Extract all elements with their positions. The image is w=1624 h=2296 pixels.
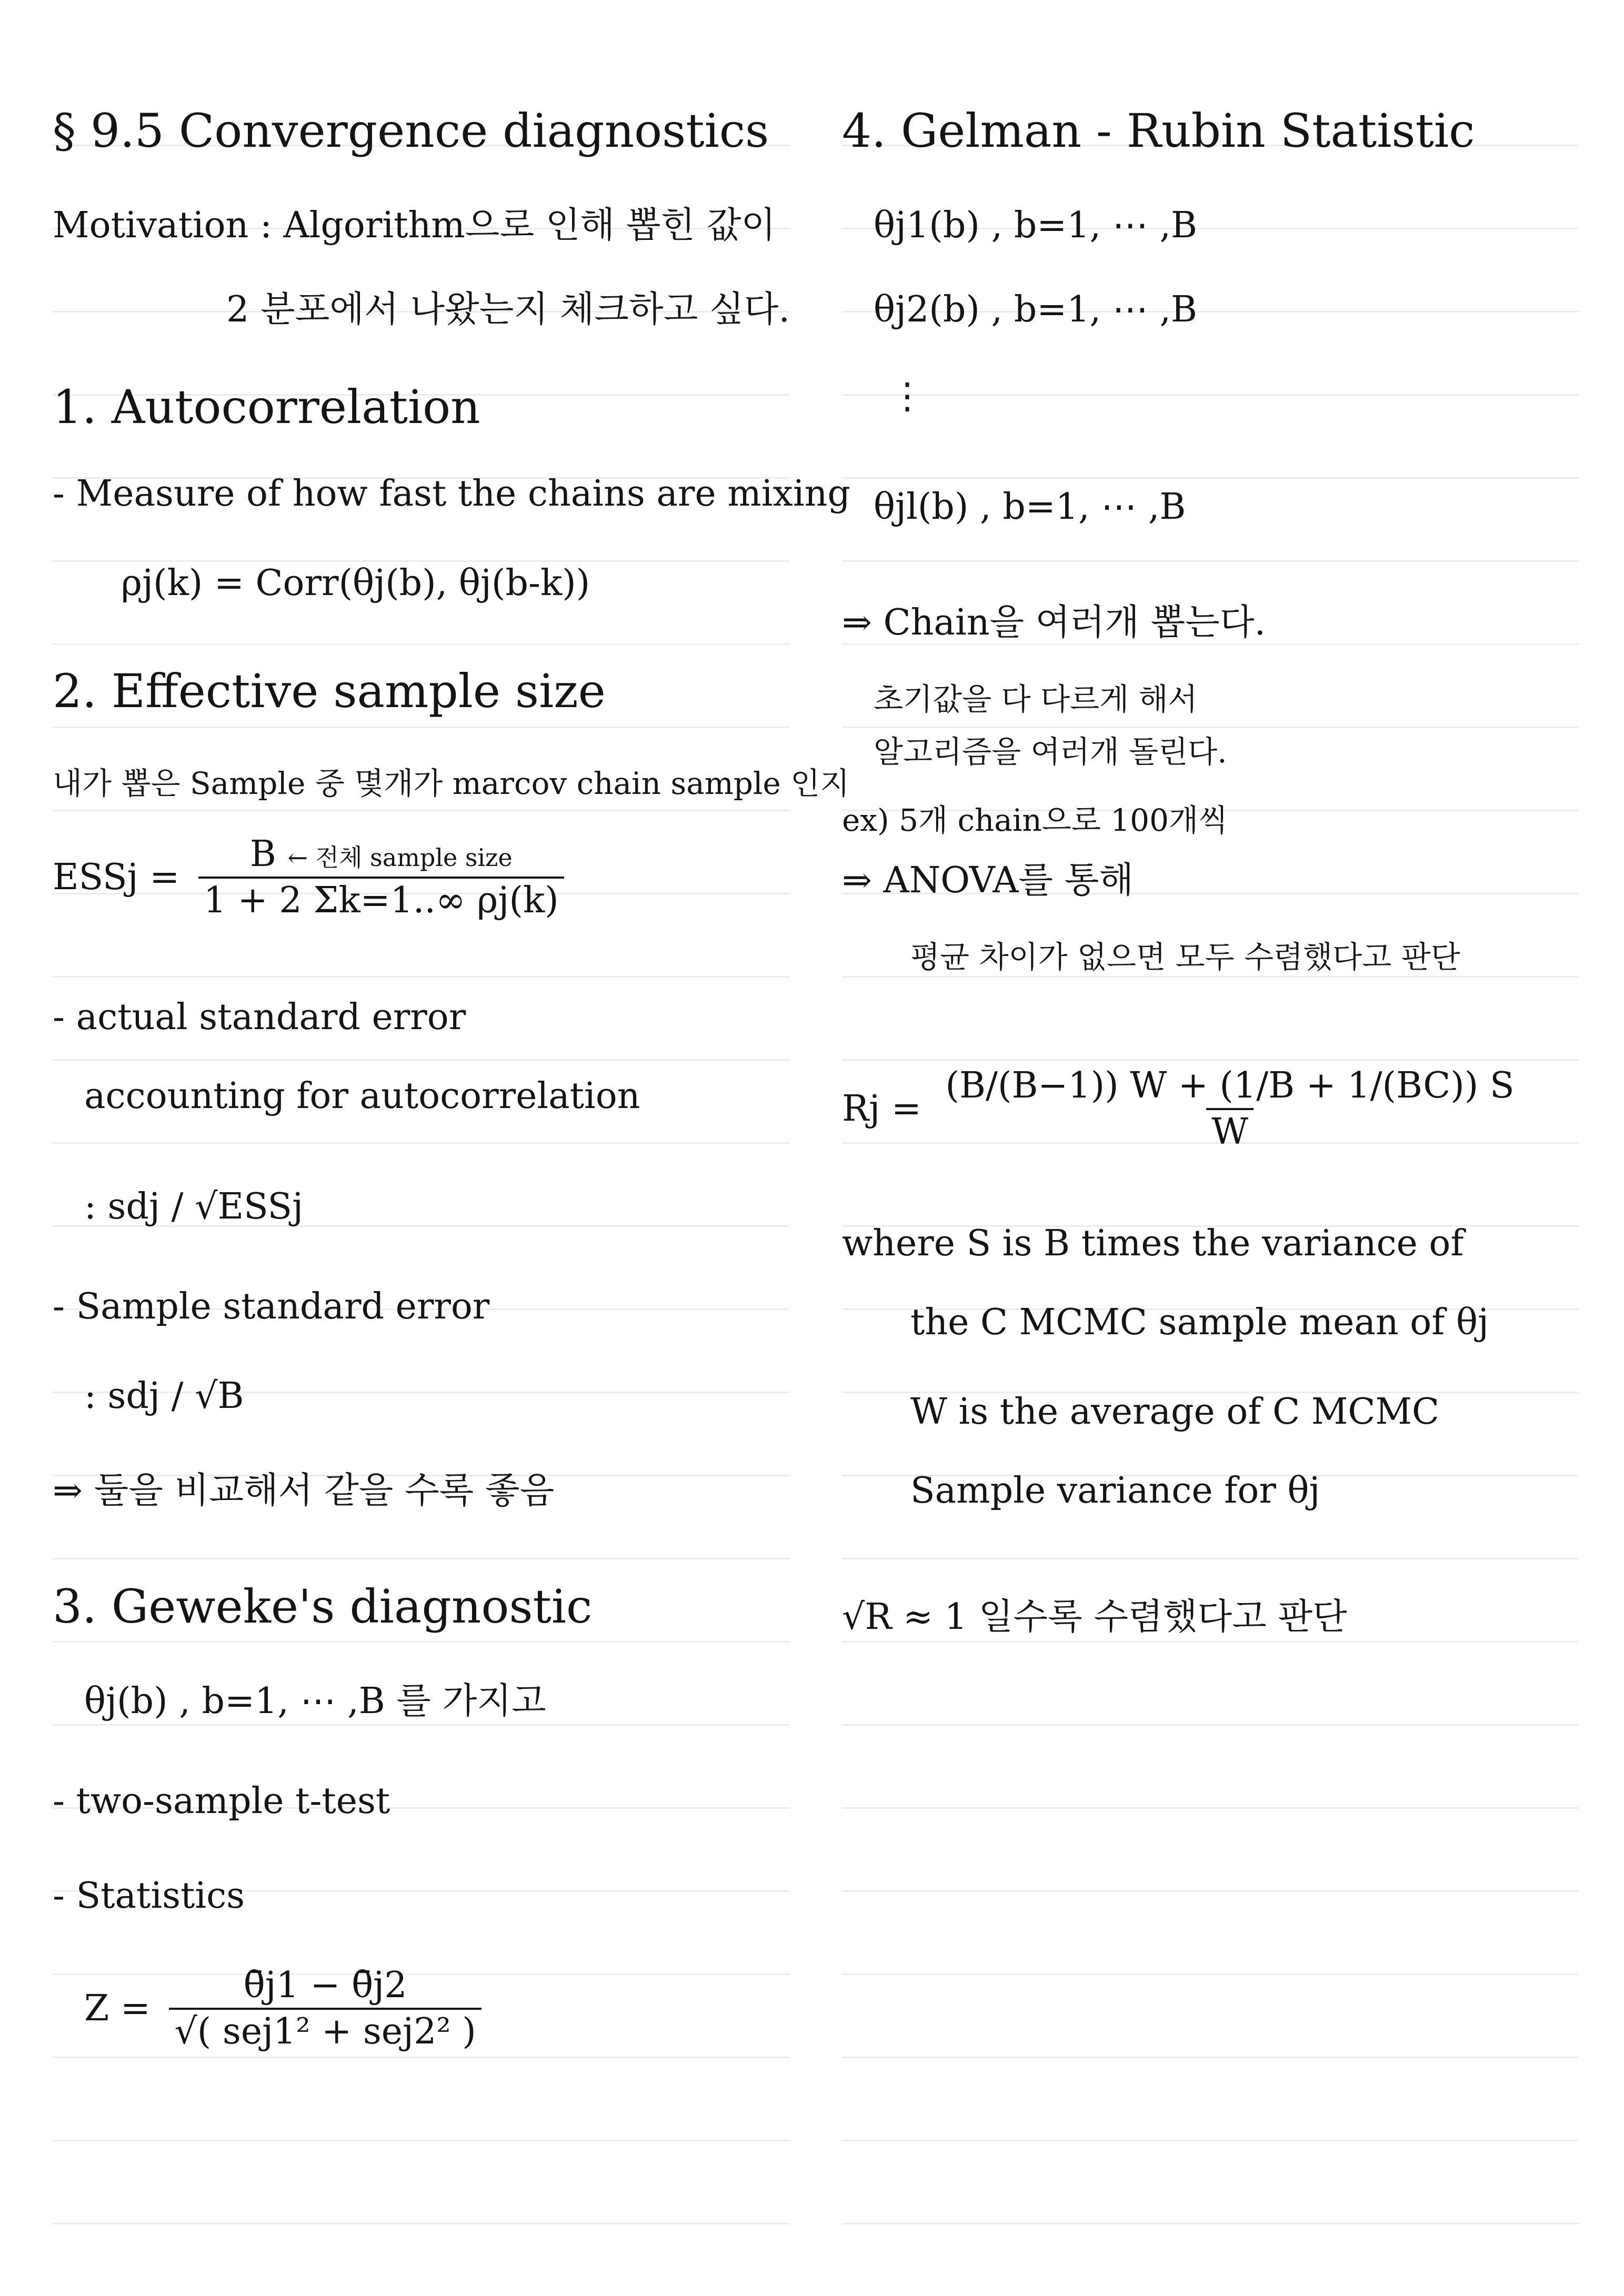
left-column [53, 0, 850, 2296]
ess-numerator [245, 833, 518, 877]
ess-description: 내가 뽑은 Sample 중 몇개가 marcov chain sample 인지 [53, 766, 850, 801]
section-title: § 9.5 Convergence diagnostics [53, 104, 769, 158]
actual-se-description: accounting for autocorrelation [84, 1075, 640, 1117]
gelman-rubin-formula [842, 1065, 1579, 1153]
ruled-line [842, 727, 1579, 728]
ruled-line [842, 1973, 1579, 1975]
ruled-line [842, 477, 1579, 479]
ess-heading: 2. Effective sample size [53, 664, 606, 718]
gelman-rubin-heading: 4. Gelman - Rubin Statistic [842, 104, 1475, 158]
ruled-line [53, 1724, 789, 1726]
ess-sample-size-note: ← 전체 sample size [287, 843, 513, 872]
autocorrelation-formula: ρj(k) = Corr(θj(b), θj(b-k)) [121, 562, 590, 604]
ruled-line [53, 2057, 789, 2058]
geweke-heading: 3. Geweke's diagnostic [53, 1579, 593, 1634]
geweke-bullet-ttest: - two-sample t-test [53, 1780, 390, 1822]
z-numerator: θ̄j1 − θ̄j2 [243, 1965, 407, 2006]
ruled-line [842, 2223, 1579, 2224]
ruled-line [53, 727, 789, 728]
motivation-line-2: 2 분포에서 나왔는지 체크하고 싶다. [226, 289, 790, 330]
where-line-3: W is the average of C MCMC [910, 1391, 1440, 1433]
ruled-line [53, 1558, 789, 1559]
chain-2: θj2(b) , b=1, ⋯ ,B [874, 289, 1197, 330]
actual-se-label: - actual standard error [53, 996, 466, 1038]
ruled-line [53, 2140, 789, 2141]
ruled-line [53, 2223, 789, 2224]
where-line-4: Sample variance for θj [910, 1470, 1320, 1512]
ruled-line [842, 1724, 1579, 1726]
initial-values-note: 초기값을 다 다르게 해서 [874, 681, 1198, 717]
ruled-line [842, 1890, 1579, 1892]
sample-se-label: - Sample standard error [53, 1286, 490, 1327]
r-numerator: (B/(B−1)) W + (1/B + 1/(BC)) S [945, 1065, 1515, 1106]
z-fraction [169, 1965, 481, 2052]
ruled-line [842, 643, 1579, 645]
ruled-line [842, 1807, 1579, 1809]
right-column [842, 0, 1579, 2296]
geweke-z-formula [53, 1965, 789, 2052]
sample-se-formula: : sdj / √B [84, 1375, 244, 1417]
ess-lhs: ESSj = [53, 857, 180, 898]
geweke-setup: θj(b) , b=1, ⋯ ,B 를 가지고 [84, 1680, 546, 1722]
multiple-chains-note: ⇒ Chain을 여러개 뽑는다. [842, 602, 1266, 643]
gelman-rubin-conclusion: √R ≈ 1 일수록 수렴했다고 판단 [842, 1596, 1347, 1638]
where-line-1: where S is B times the variance of [842, 1223, 1464, 1264]
where-line-2: the C MCMC sample mean of θj [910, 1302, 1489, 1343]
geweke-bullet-statistics: - Statistics [53, 1875, 245, 1917]
ess-denominator: 1 + 2 Σk=1..∞ ρj(k) [198, 877, 564, 919]
anova-result: 평균 차이가 없으면 모두 수렴했다고 판단 [910, 939, 1460, 975]
ruled-line [842, 976, 1579, 978]
z-denominator: √( sej1² + sej2² ) [169, 2008, 481, 2050]
r-lhs: Rj = [842, 1088, 921, 1130]
r-fraction [940, 1065, 1520, 1153]
autocorrelation-heading: 1. Autocorrelation [53, 380, 480, 434]
z-lhs: Z = [84, 1988, 151, 2029]
ruled-line [53, 1142, 789, 1144]
ruled-line [842, 2057, 1579, 2058]
ruled-line [53, 976, 789, 978]
compare-note: ⇒ 둘을 비교해서 같을 수록 좋음 [53, 1470, 555, 1512]
ruled-line [842, 560, 1579, 562]
ruled-line [842, 2140, 1579, 2141]
motivation-line-1: Motivation : Algorithm으로 인해 뽑힌 값이 [53, 205, 776, 246]
ess-formula [53, 833, 789, 921]
actual-se-formula: : sdj / √ESSj [84, 1186, 304, 1227]
chain-l: θjl(b) , b=1, ⋯ ,B [874, 486, 1186, 528]
ruled-line [53, 810, 789, 811]
ruled-line [53, 643, 789, 645]
autocorrelation-bullet: - Measure of how fast the chains are mixing [53, 473, 850, 515]
chain-vdots: ⋮ [889, 376, 925, 417]
ruled-line [842, 1059, 1579, 1061]
ess-fraction [198, 833, 564, 921]
ruled-line [842, 1558, 1579, 1559]
run-algorithms-note: 알고리즘을 여러개 돌린다. [874, 734, 1227, 770]
ruled-line [53, 1641, 789, 1643]
ess-numerator-value: B [249, 833, 276, 875]
r-denominator: W [1206, 1108, 1254, 1150]
ruled-line [53, 560, 789, 562]
anova-note: ⇒ ANOVA를 통해 [842, 860, 1134, 901]
ruled-line [842, 1641, 1579, 1643]
ruled-line [53, 1059, 789, 1061]
example-note: ex) 5개 chain으로 100개씩 [842, 802, 1228, 838]
chain-1: θj1(b) , b=1, ⋯ ,B [874, 205, 1197, 246]
